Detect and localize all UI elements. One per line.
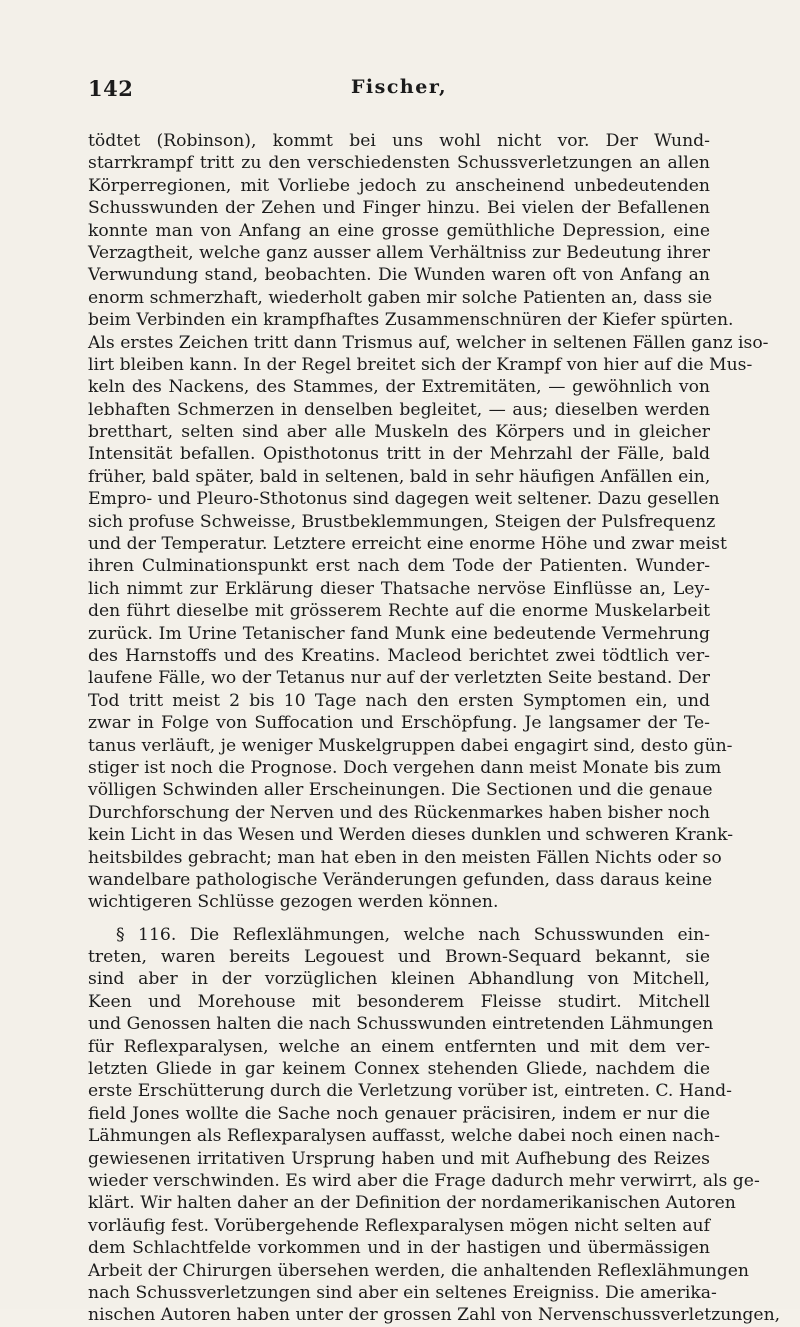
- text-line: tanus verläuft, je weniger Muskelgruppen dabei engagirt sind, desto gün-: [88, 735, 733, 756]
- text-line: wieder verschwinden. Es wird aber die Frage dadurch mehr verwirrt, als ge-: [88, 1170, 760, 1191]
- text-line: treten, waren bereits Legouest und Brown-Sequard bekannt, sie: [88, 947, 710, 968]
- paragraph-reflex-paralysis: [88, 924, 781, 1327]
- text-line: bretthart, selten sind aber alle Muskeln des Körpers und in gleicher: [88, 422, 710, 443]
- text-line: erste Erschütterung durch die Verletzung vorüber ist, eintreten. C. Hand-: [88, 1081, 732, 1102]
- text-line: wandelbare pathologische Veränderungen gefunden, dass daraus keine: [88, 869, 713, 890]
- text-line: stiger ist noch die Prognose. Doch vergehen dann meist Monate bis zum: [88, 757, 722, 778]
- text-line: Als erstes Zeichen tritt dann Trismus auf, welcher in seltenen Fällen ganz iso-: [88, 332, 769, 353]
- text-line: gewiesenen irritativen Ursprung haben und mit Aufhebung des Reizes: [88, 1148, 710, 1169]
- text-line: field Jones wollte die Sache noch genauer präcisiren, indem er nur die: [88, 1103, 710, 1124]
- text-line: Verwundung stand, beobachten. Die Wunden waren oft von Anfang an: [88, 265, 710, 286]
- text-line: letzten Gliede in gar keinem Connex stehenden Gliede, nachdem die: [88, 1059, 710, 1080]
- text-line: lirt bleiben kann. In der Regel breitet sich der Krampf von hier auf die Mus-: [88, 354, 753, 375]
- text-line: dem Schlachtfelde vorkommen und in der hastigen und übermässigen: [88, 1238, 710, 1259]
- text-line: früher, bald später, bald in seltenen, bald in sehr häufigen Anfällen ein,: [88, 466, 711, 487]
- text-line: und Genossen halten die nach Schusswunden eintretenden Lähmungen: [88, 1014, 714, 1035]
- text-line: heitsbildes gebracht; man hat eben in den meisten Fällen Nichts oder so: [88, 847, 722, 868]
- text-line: des Harnstoffs und des Kreatins. Macleod berichtet zwei tödtlich ver-: [88, 645, 710, 666]
- text-line: § 116. Die Reflexlähmungen, welche nach Schusswunden ein-: [116, 924, 710, 945]
- text-line: Schusswunden der Zehen und Finger hinzu. Bei vielen der Befallenen: [88, 198, 710, 219]
- text-line: kein Licht in das Wesen und Werden dieses dunklen und schweren Krank-: [88, 825, 733, 846]
- text-line: Keen und Morehouse mit besonderem Fleisse studirt. Mitchell: [88, 991, 710, 1012]
- page-number: 142: [88, 76, 134, 101]
- text-line: vorläufig fest. Vorübergehende Reflexparalysen mögen nicht selten auf: [88, 1215, 710, 1236]
- text-line: lebhaften Schmerzen in denselben begleitet, — aus; dieselben werden: [88, 399, 710, 420]
- text-line: Körperregionen, mit Vorliebe jedoch zu anscheinend unbedeutenden: [88, 175, 710, 196]
- text-line: starrkrampf tritt zu den verschiedensten Schussverletzungen an allen: [88, 153, 710, 174]
- text-line: konnte man von Anfang an eine grosse gemüthliche Depression, eine: [88, 220, 710, 241]
- text-line: Durchforschung der Nerven und des Rückenmarkes haben bisher noch: [88, 802, 710, 823]
- text-line: Empro- und Pleuro-Sthotonus sind dagegen weit seltener. Dazu gesellen: [88, 489, 720, 510]
- text-line: tödtet (Robinson), kommt bei uns wohl nicht vor. Der Wund-: [88, 131, 710, 151]
- text-line: zwar in Folge von Suffocation und Erschöpfung. Je langsamer der Te-: [88, 713, 710, 734]
- text-line: Intensität befallen. Opisthotonus tritt in der Mehrzahl der Fälle, bald: [88, 444, 710, 465]
- text-line: enorm schmerzhaft, wiederholt gaben mir solche Patienten an, dass sie: [88, 287, 713, 308]
- running-head: Fischer,: [350, 76, 448, 98]
- text-line: laufene Fälle, wo der Tetanus nur auf der verletzten Seite bestand. Der: [88, 668, 710, 689]
- text-line: ihren Culminationspunkt erst nach dem Tode der Patienten. Wunder-: [88, 556, 710, 577]
- text-line: den führt dieselbe mit grösserem Rechte auf die enorme Muskelarbeit: [88, 601, 710, 622]
- text-line: völligen Schwinden aller Erscheinungen. Die Sectionen und die genaue: [88, 780, 713, 801]
- text-line: keln des Nackens, des Stammes, der Extremitäten, — gewöhnlich von: [88, 377, 710, 398]
- paragraph-gap: [88, 914, 710, 924]
- text-line: für Reflexparalysen, welche an einem entfernten und mit dem ver-: [88, 1036, 710, 1057]
- text-line: sich profuse Schweisse, Brustbeklemmungen, Steigen der Pulsfrequenz: [88, 511, 716, 532]
- text-line: wichtigeren Schlüsse gezogen werden können.: [88, 892, 499, 913]
- page-header: [88, 76, 710, 106]
- text-line: lich nimmt zur Erklärung dieser Thatsache nervöse Einflüsse an, Ley-: [88, 578, 710, 599]
- body-text: [88, 130, 781, 1327]
- text-line: sind aber in der vorzüglichen kleinen Abhandlung von Mitchell,: [88, 969, 710, 990]
- paragraph-tetanus: [88, 130, 769, 914]
- text-line: Tod tritt meist 2 bis 10 Tage nach den ersten Symptomen ein, und: [88, 690, 710, 711]
- text-line: nischen Autoren haben unter der grossen Zahl von Nervenschussverletzungen,: [88, 1305, 781, 1326]
- text-line: nach Schussverletzungen sind aber ein seltenes Ereigniss. Die amerika-: [88, 1282, 717, 1303]
- text-line: Verzagtheit, welche ganz ausser allem Verhältniss zur Bedeutung ihrer: [88, 242, 710, 263]
- text-line: und der Temperatur. Letztere erreicht eine enorme Höhe und zwar meist: [88, 534, 727, 555]
- text-line: zurück. Im Urine Tetanischer fand Munk eine bedeutende Vermehrung: [88, 623, 710, 644]
- text-line: Lähmungen als Reflexparalysen auffasst, welche dabei noch einen nach-: [88, 1126, 720, 1147]
- text-line: beim Verbinden ein krampfhaftes Zusammenschnüren der Kiefer spürten.: [88, 310, 734, 331]
- text-line: Arbeit der Chirurgen übersehen werden, die anhaltenden Reflexlähmungen: [88, 1260, 749, 1281]
- text-line: klärt. Wir halten daher an der Definition der nordamerikanischen Autoren: [88, 1193, 736, 1214]
